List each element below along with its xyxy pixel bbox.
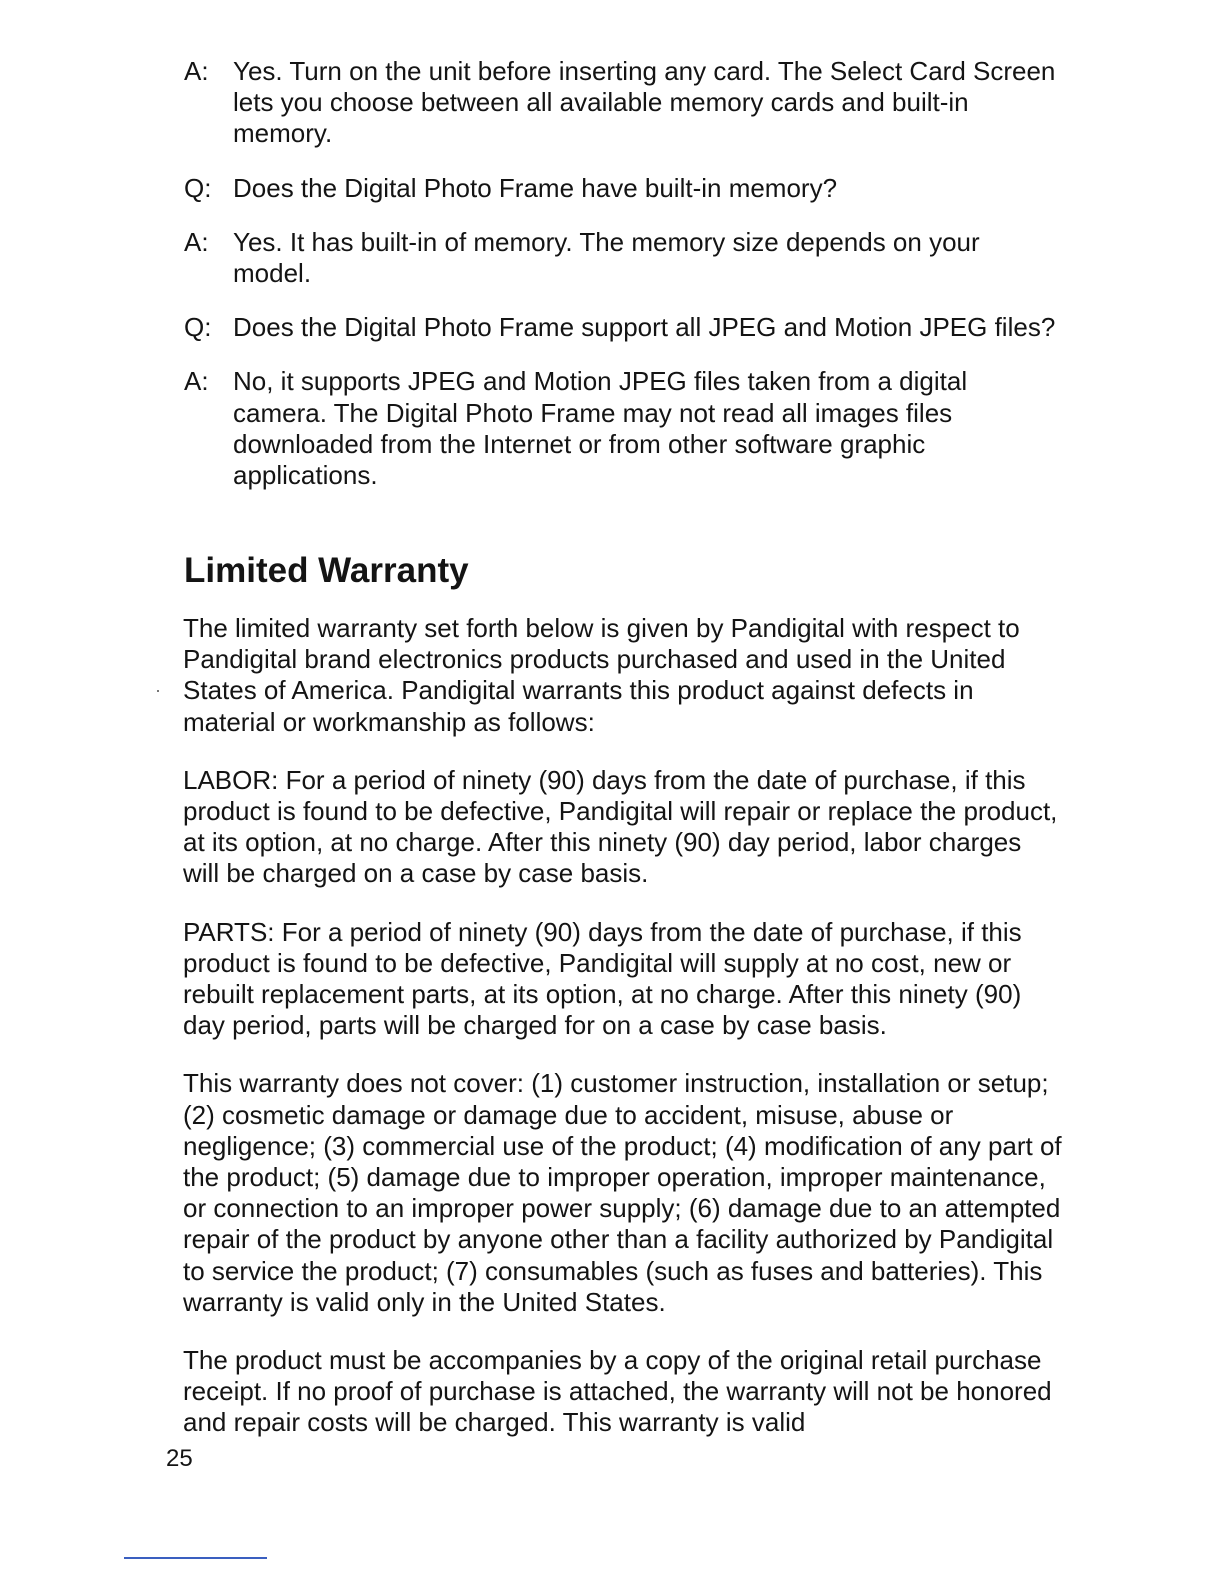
faq-text: Does the Digital Photo Frame support all JPEG and Motion JPEG files?: [233, 312, 1056, 343]
faq-tag: Q:: [184, 312, 212, 343]
faq-tag: A:: [184, 226, 209, 257]
faq-text: Does the Digital Photo Frame have built-in memory?: [233, 172, 838, 203]
faq-answer-card-selection: [184, 56, 1064, 150]
faq-text: Yes. It has built-in of memory. The memory size depends on your model.: [233, 226, 980, 289]
faq-text: Yes. Turn on the unit before inserting any card. The Select Card Screen lets you choose between all available memory cards and built-in memory.: [233, 56, 1056, 149]
warranty-intro-paragraph: The limited warranty set forth below is given by Pandigital with respect to Pandigital brand electronics products purchased and used in the United States of America. Pandigital warrants this product against defects in material or workmanship as follows:: [183, 613, 1020, 737]
faq-answer-built-in-memory: [184, 227, 1064, 289]
faq-list: [184, 56, 1064, 514]
warranty-receipt-paragraph: The product must be accompanies by a copy of the original retail purchase receipt. If no proof of purchase is attached, the warranty will not be honored and repair costs will be charged. This warranty is valid: [183, 1345, 1052, 1438]
faq-answer-jpeg-support: [184, 366, 1064, 491]
warranty-exclusions-paragraph: This warranty does not cover: (1) customer instruction, installation or setup; (2) cosmetic damage or damage due to accident, misuse, abuse or negligence; (3) commercial use of the product; (4) modification of any part of the product; (5) damage due to improper operation, improper maintenance, or connection to an improper power supply; (6) damage due to an attempted repair of the product by anyone other than a facility authorized by Pandigital to service the product; (7) consumables (such as fuses and batteries). This warranty is valid only in the United States.: [183, 1068, 1062, 1317]
faq-tag: Q:: [184, 172, 212, 203]
scan-speck: [157, 690, 159, 692]
warranty-parts-paragraph: PARTS: For a period of ninety (90) days from the date of purchase, if this product is found to be defective, Pandigital will supply at no cost, new or rebuilt replacement parts, at its option, at no charge. After this ninety (90) day period, parts will be charged for on a case by case basis.: [183, 916, 1022, 1041]
warranty-labor-paragraph: LABOR: For a period of ninety (90) days from the date of purchase, if this product is found to be defective, Pandigital will repair or replace the product, at its option, at no charge. After this ninety (90) day period, labor charges will be charged on a case by case basis.: [183, 764, 1058, 889]
warranty-body: [183, 613, 1063, 1466]
section-heading: Limited Warranty: [184, 551, 469, 590]
faq-tag: A:: [184, 366, 209, 397]
faq-tag: A:: [184, 56, 209, 86]
footer-rule: [124, 1557, 267, 1559]
page-number: 25: [166, 1445, 193, 1472]
faq-question-jpeg-support: [184, 312, 1064, 343]
faq-question-built-in-memory: [184, 173, 1064, 204]
faq-text: No, it supports JPEG and Motion JPEG files taken from a digital camera. The Digital Photo Frame may not read all images files downloaded from the Internet or from other software graphic applications.: [233, 366, 968, 491]
